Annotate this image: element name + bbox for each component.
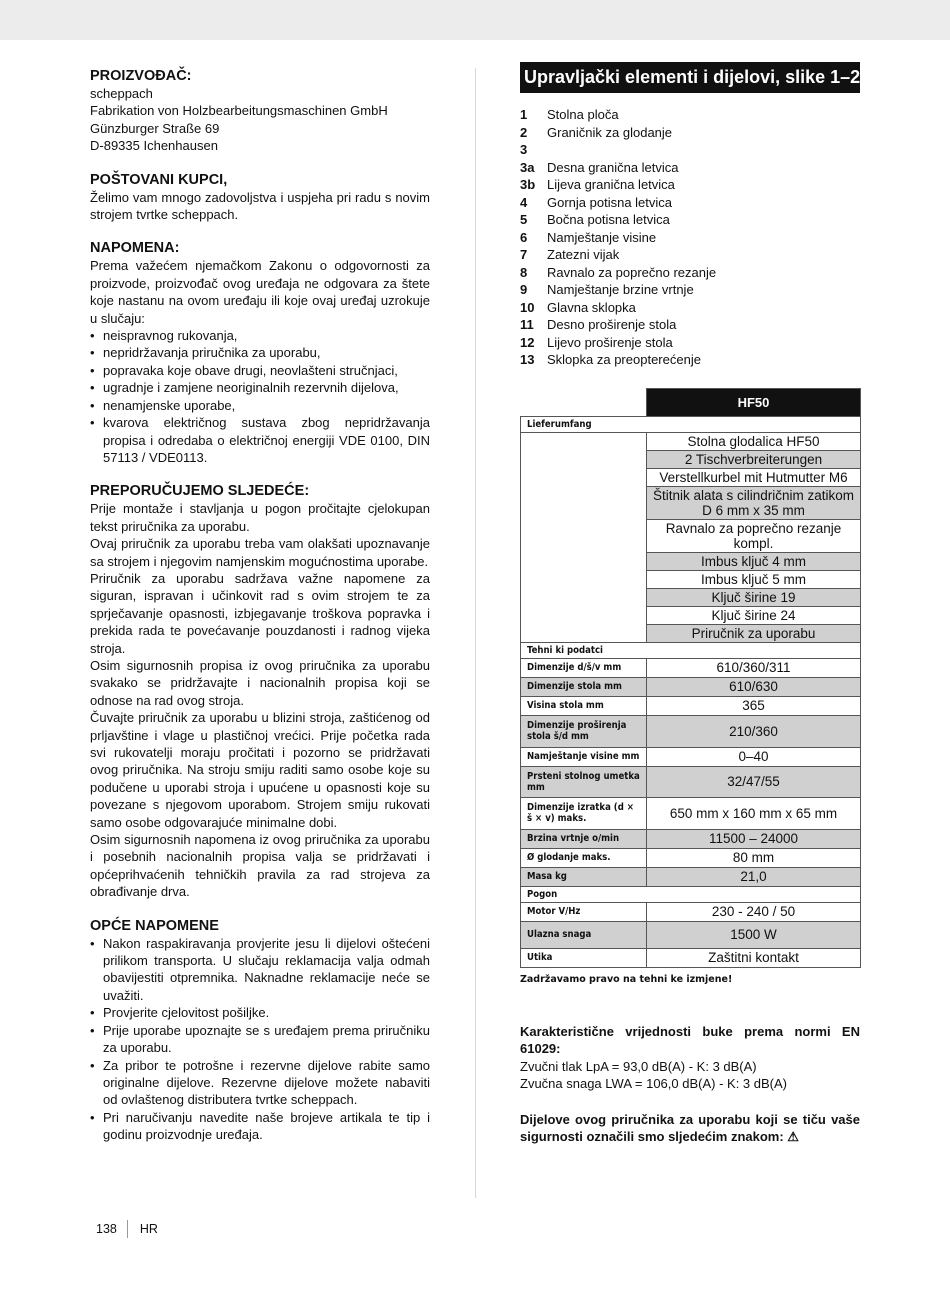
part-item [520,229,860,247]
table-row [521,797,861,829]
spec-value: 0–40 [647,747,861,766]
spec-footnote: Zadržavamo pravo na tehni ke izmjene! [520,973,733,985]
part-number: 3a [520,159,535,175]
list-item: • Nakon raspakiravanja provjerite jesu li dijelovi oštećeni prilikom transporta. U slučaju reklamacija valja odmah obavijestiti otpremnika. Naknadne reklamacije neće se uvažiti. [90,935,430,1005]
part-number: 4 [520,194,528,210]
scope-item: Imbus ključ 5 mm [647,570,861,588]
table-row [521,829,861,848]
spec-value: 650 mm x 160 mm x 65 mm [647,797,861,829]
scope-blank-cell [521,432,647,642]
spec-label: Masa kg [521,867,647,886]
tech-label: Tehni ki podatci [521,642,861,658]
part-number: 5 [520,212,528,227]
table-row [521,658,861,677]
spec-label: Dimenzije izratka (d × š × v) maks. [521,797,647,829]
part-number: 11 [520,317,534,332]
table-row [521,715,861,747]
list-item: • Pri naručivanju navedite naše brojeve artikala te tip i godinu proizvodnje uređaja. [90,1109,430,1144]
scope-item: Ključ širine 24 [647,606,861,624]
customers-section [90,172,430,224]
general-section [90,918,430,1144]
spec-value: 365 [647,696,861,715]
recommend-paragraph: Priručnik za uporabu sadržava važne napomene za siguran, ispravan i učinkovit rad s ovim strojem te za sprječavanje opasnosti, izbjegavanje troškova popravka i prekida rada te povećavanje pouzdanosti i radnog vijeka stroja. [90,570,430,656]
scope-item: 2 Tischverbreiterungen [647,450,861,468]
table-row [521,848,861,867]
table-row [521,948,861,967]
part-label: Ravnalo za poprečno rezanje [547,264,717,280]
part-item [520,351,860,369]
noise-section [520,1023,860,1093]
note-heading: NAPOMENA: [90,240,180,257]
customers-heading: POŠTOVANI KUPCI, [90,171,228,188]
manufacturer-line: scheppach [90,86,153,101]
spec-label: Prsteni stolnog umetka mm [521,766,647,797]
part-item [520,334,860,352]
scope-item: Imbus ključ 4 mm [647,552,861,570]
list-item: • ugradnje i zamjene neoriginalnih rezervnih dijelova, [90,379,430,396]
part-item [520,159,860,177]
part-number: 7 [520,247,528,262]
part-label: Lijevo proširenje stola [547,334,673,350]
recommend-paragraph: Čuvajte priručnik za uporabu u blizini stroja, zaštićenog od prljavštine i vlage u plastičnoj vrećici. Prije početka rada svi rukovatelji moraju pročitati i pozorno se pridržavati ovog priručnika. Na stroju smiju raditi samo osobe koje su podučene u uporabi stroja i upućene u opasnosti koje su povezane s njegovom uporabom. Strojem smiju rukovati samo osobe odgovarajuće minimalne dobi. [90,710,430,830]
customers-text: Želimo vam mnogo zadovoljstva i uspjeha pri radu s novim strojem tvrtke scheppach. [90,189,430,223]
spec-label: Visina stola mm [521,696,647,715]
spec-value: 21,0 [647,867,861,886]
noise-line: Zvučna snaga LWA = 106,0 dB(A) - K: 3 dB(A) [520,1076,787,1091]
scope-item: Ključ širine 19 [647,588,861,606]
recommend-paragraph: Prije montaže i stavljanja u pogon pročitajte cjelokupan tekst priručnika za uporabu. [90,501,430,534]
part-item [520,299,860,317]
scope-item: Verstellkurbel mit Hutmutter M6 [647,468,861,486]
list-item: • popravaka koje obave drugi, neovlašteni stručnjaci, [90,362,430,379]
recommend-paragraph: Osim sigurnosnih propisa iz ovog priručnika za uporabu svakako se pridržavajte i nacionalnih propisa koji se odnose na rad ovog stroja. [90,657,430,708]
part-number: 1 [520,107,528,122]
table-row [521,432,861,450]
spec-value: 11500 – 24000 [647,829,861,848]
list-item: • Provjerite cjelovitost pošiljke. [90,1004,430,1021]
recommend-section [90,483,430,900]
list-item: • kvarova električnog sustava zbog nepridržavanja propisa i odredaba o električnoj energiji VDE 0100, DIN 57113 / VDE0113. [90,414,430,466]
list-item: • nenamjenske uporabe, [90,397,430,414]
part-label: Stolna ploča [547,107,619,122]
note-list [90,327,430,466]
part-label: Graničnik za glodanje [547,124,673,140]
part-number: 3b [520,177,536,192]
part-item [520,281,860,299]
spec-value: 32/47/55 [647,766,861,797]
table-row [521,867,861,886]
spec-value: 1500 W [647,921,861,948]
manufacturer-section [90,68,430,155]
table-row [521,677,861,696]
part-label: Namještanje visine [547,229,657,245]
table-row [521,921,861,948]
column-divider [475,68,476,1198]
list-item: • neispravnog rukovanja, [90,327,430,344]
spec-value: 80 mm [647,848,861,867]
spec-value: 610/630 [647,677,861,696]
spec-label: Brzina vrtnje o/min [521,829,647,848]
spec-label: Dimenzije stola mm [521,677,647,696]
part-item [520,264,860,282]
note-section [90,240,430,466]
part-label: Zatezni vijak [547,247,620,262]
noise-heading: Karakteristične vrijednosti buke prema normi EN 61029: [520,1023,860,1056]
general-heading: OPĆE NAPOMENE [90,917,219,934]
general-list [90,935,430,1144]
left-column [90,68,430,1161]
spec-table [520,388,861,968]
part-item [520,211,860,229]
part-item [520,316,860,334]
manufacturer-heading: PROIZVOĐAČ: [90,68,192,84]
right-column [520,62,860,1146]
spec-label: Dimenzije proširenja stola š/d mm [521,715,647,747]
part-item [520,141,860,159]
scope-item: Priručnik za uporabu [647,624,861,642]
manufacturer-line: D-89335 Ichenhausen [90,138,218,154]
part-label: Bočna potisna letvica [547,212,670,227]
part-label: Gornja potisna letvica [547,194,673,210]
language-code: HR [139,1222,158,1236]
part-number: 8 [520,264,528,280]
table-row [521,766,861,797]
noise-line: Zvučni tlak LpA = 93,0 dB(A) - K: 3 dB(A) [520,1058,757,1074]
footer-separator [127,1220,128,1238]
recommend-heading: PREPORUČUJEMO SLJEDEĆE: [90,483,310,500]
part-number: 10 [520,299,535,315]
spec-label: Motor V/Hz [521,902,647,921]
page-footer [96,1220,158,1238]
controls-title: Upravljački elementi i dijelovi, slike 1–2 [520,62,860,93]
page-number: 138 [96,1222,117,1236]
scope-item: Štitnik alata s cilindričnim zatikom D 6 mm x 35 mm [647,486,861,519]
scope-item: Stolna glodalica HF50 [647,432,861,450]
scope-label: Lieferumfang [521,416,861,432]
part-label: Namještanje brzine vrtnje [547,282,694,297]
table-row [521,902,861,921]
spec-label: Ø glodanje maks. [521,848,647,867]
part-number: 2 [520,124,528,140]
part-number: 3 [520,142,528,157]
part-label: Glavna sklopka [547,299,636,315]
part-item [520,176,860,194]
spec-model-header: HF50 [647,388,861,416]
list-item: • Prije uporabe upoznajte se s uređajem prema priručniku za uporabu. [90,1022,430,1057]
part-number: 6 [520,229,528,245]
parts-list [520,106,860,369]
spec-value: 610/360/311 [647,658,861,677]
part-number: 9 [520,282,528,297]
drive-label: Pogon [521,886,861,902]
part-item [520,124,860,142]
top-bar [0,0,950,40]
part-label: Lijeva granična letvica [547,177,675,192]
list-item: • nepridržavanja priručnika za uporabu, [90,344,430,361]
spec-value: 230 - 240 / 50 [647,902,861,921]
table-row [521,747,861,766]
spec-value: 210/360 [647,715,861,747]
part-label: Sklopka za preopterećenje [547,352,701,367]
spec-label: Namještanje visine mm [521,747,647,766]
recommend-paragraph: Osim sigurnosnih napomena iz ovog priručnika za uporabu i posebnih nacionalnih propisa valja se pridržavati i općeprihvaćenih tehničkih pravila za rad strojeva za obrađivanje drva. [90,832,430,900]
list-item: • Za pribor te potrošne i rezervne dijelove rabite samo originalne dijelove. Rezervne dijelove možete nabaviti od ovlaštenog distributera tvrtke scheppach. [90,1057,430,1109]
table-row [521,696,861,715]
part-number: 13 [520,352,535,367]
recommend-paragraph: Ovaj priručnik za uporabu treba vam olakšati upoznavanje sa strojem i njegovim namjenskim mogućnostima uporabe. [90,536,430,569]
part-item [520,246,860,264]
part-label: Desna granična letvica [547,159,679,175]
scope-item: Ravnalo za poprečno rezanje kompl. [647,519,861,552]
note-intro: Prema važećem njemačkom Zakonu o odgovornosti za proizvode, proizvođač ovog uređaja ne odgovara za štete koje nastanu na ovom uređaju ili koje ovaj uređaj uzrokuje u slučaju: [90,258,430,326]
spec-value: Zaštitni kontakt [647,948,861,967]
manufacturer-line: Fabrikation von Holzbearbeitungsmaschinen GmbH [90,103,388,119]
part-label: Desno proširenje stola [547,317,677,332]
safety-symbol-note: Dijelove ovog priručnika za uporabu koji se tiču vaše sigurnosti označili smo sljedećim znakom: ⚠ [520,1111,860,1144]
spec-label: Ulazna snaga [521,921,647,948]
spec-label: Utika [521,948,647,967]
manufacturer-line: Günzburger Straße 69 [90,120,220,136]
part-number: 12 [520,334,535,350]
part-item [520,106,860,124]
spec-label: Dimenzije d/š/v mm [521,658,647,677]
part-item [520,194,860,212]
